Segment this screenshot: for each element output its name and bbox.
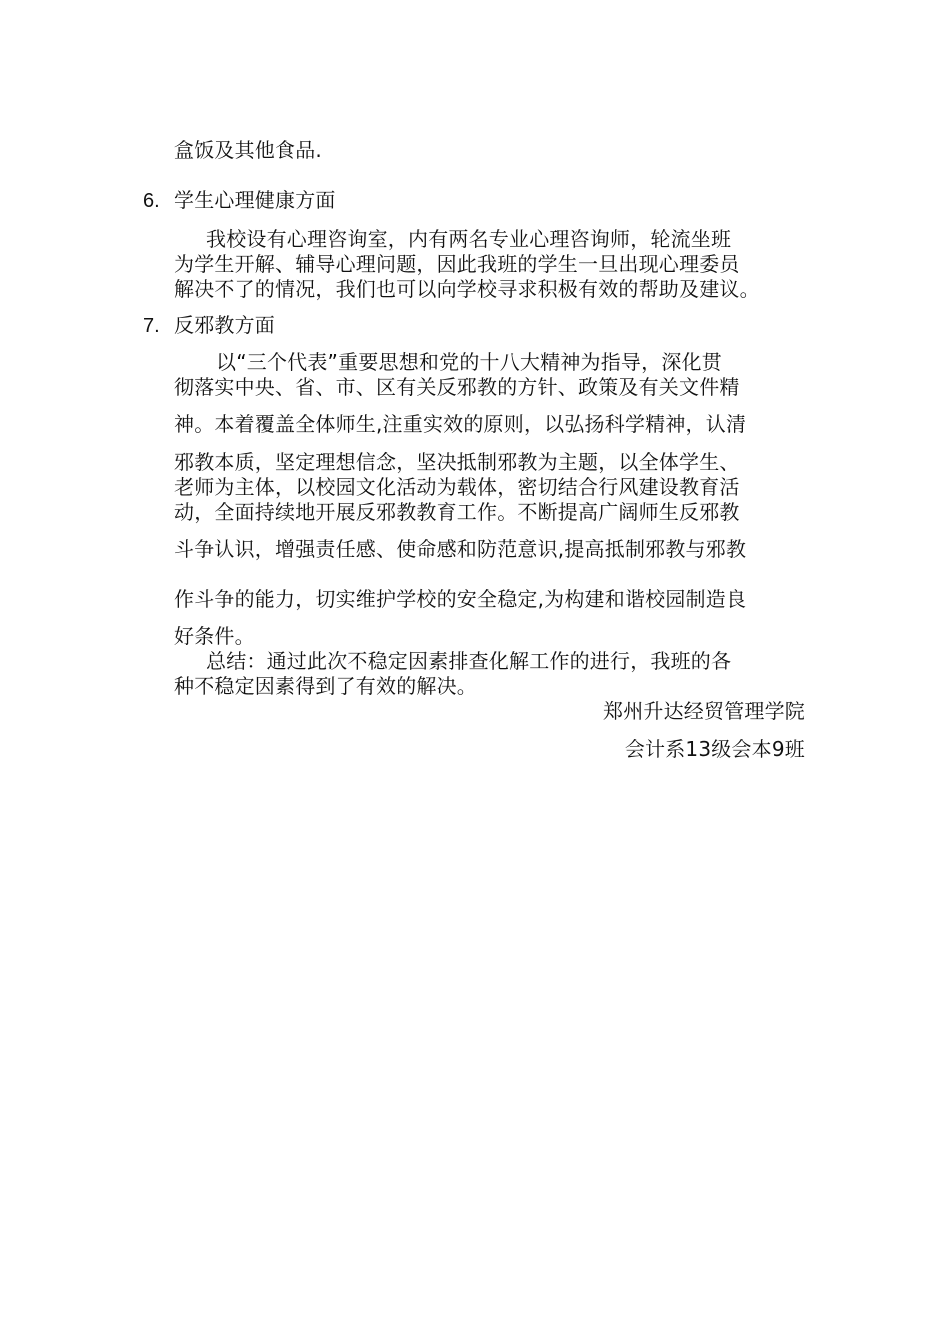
- section-7-line: 好条件。: [174, 624, 255, 648]
- section-7-line: 彻落实中央、省、市、区有关反邪教的方针、政策及有关文件精: [174, 375, 740, 399]
- section-6-line: 为学生开解、辅导心理问题，因此我班的学生一旦出现心理委员: [174, 252, 740, 276]
- section-6-line: 我校设有心理咨询室，内有两名专业心理咨询师，轮流坐班: [206, 227, 732, 251]
- section-6-line: 解决不了的情况，我们也可以向学校寻求积极有效的帮助及建议。: [174, 277, 760, 301]
- summary-line: 总结：通过此次不稳定因素排查化解工作的进行，我班的各: [206, 649, 732, 673]
- section-7-line: 以“三个代表”重要思想和党的十八大精神为指导，深化贯: [216, 350, 722, 374]
- section-7-line: 神。本着覆盖全体师生,注重实效的原则，以弘扬科学精神，认清: [174, 412, 747, 436]
- section-7-line: 作斗争的能力，切实维护学校的安全稳定,为构建和谐校园制造良: [174, 587, 747, 611]
- section-7-line: 老师为主体，以校园文化活动为载体，密切结合行风建设教育活: [174, 475, 740, 499]
- section-7-line: 动，全面持续地开展反邪教教育工作。不断提高广阔师生反邪教: [174, 500, 740, 524]
- continuation-line: 盒饭及其他食品.: [174, 138, 322, 162]
- section-7-line: 邪教本质，坚定理想信念，坚决抵制邪教为主题，以全体学生、: [174, 450, 740, 474]
- section-7-line: 斗争认识，增强责任感、使命感和防范意识,提高抵制邪教与邪教: [174, 537, 747, 561]
- section-7-heading: 反邪教方面: [174, 313, 275, 337]
- section-6-heading: 学生心理健康方面: [174, 188, 336, 212]
- summary-line: 种不稳定因素得到了有效的解决。: [174, 674, 477, 698]
- section-6-number: 6.: [143, 190, 160, 212]
- signature-class: 会计系13级会本9班: [624, 737, 805, 761]
- section-7-number: 7.: [143, 315, 160, 337]
- signature-school: 郑州升达经贸管理学院: [603, 699, 805, 723]
